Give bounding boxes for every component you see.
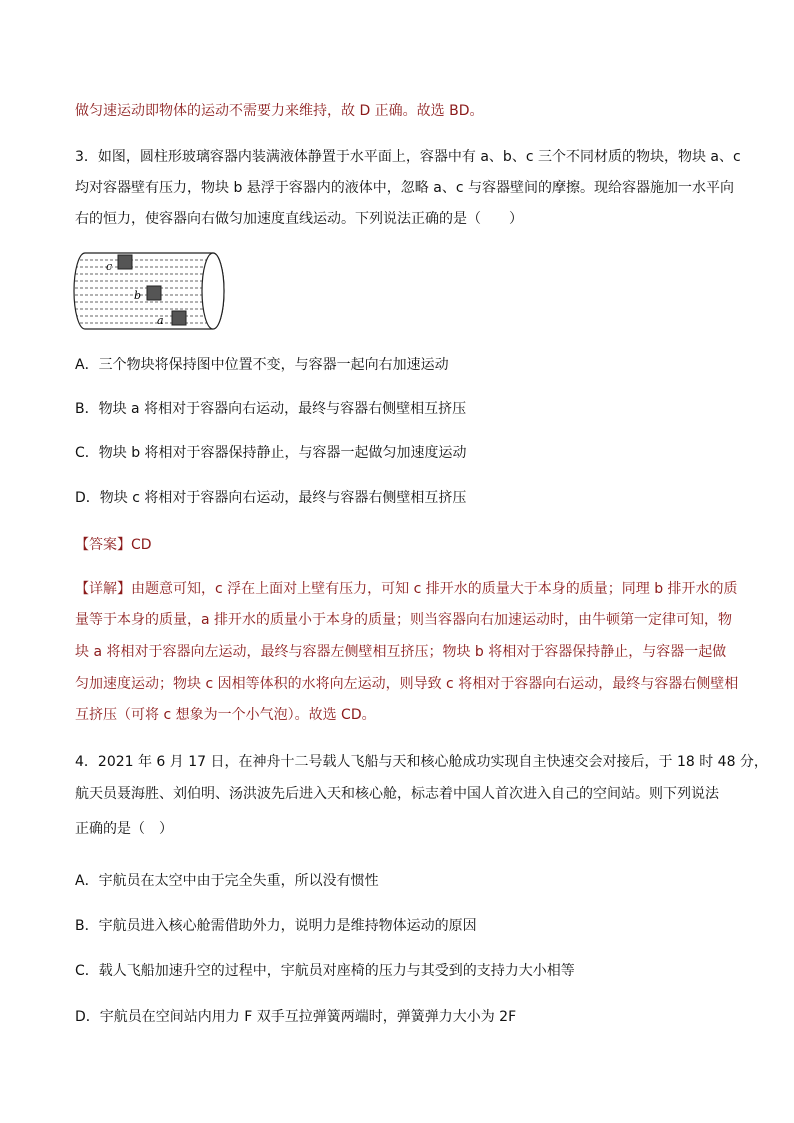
q4-stem-line-1: 4．2021 年 6 月 17 日，在神舟十二号载人飞船与天和核心舱成功实现自主快速交会对接后，于 18 时 48 分， xyxy=(75,754,768,770)
q4-stem-line-2: 航天员聂海胜、刘伯明、汤洪波先后进入天和核心舱，标志着中国人首次进入自己的空间站。则下列说法 xyxy=(75,786,719,802)
q4-option-d: D．宇航员在空间站内用力 F 双手互拉弹簧两端时，弹簧弹力大小为 2F xyxy=(75,1009,517,1025)
q3-detail-line-3: 块 a 将相对于容器向左运动，最终与容器左侧壁相互挤压；物块 b 将相对于容器保持静止，与容器一起做 xyxy=(75,644,727,660)
block-c xyxy=(118,255,132,269)
q3-detail-line-2: 量等于本身的质量，a 排开水的质量小于本身的质量；则当容器向右加速运动时，由牛顿第一定律可知，物 xyxy=(75,612,733,628)
q4-option-c: C．载人飞船加速升空的过程中，宇航员对座椅的压力与其受到的支持力大小相等 xyxy=(75,963,575,979)
block-b xyxy=(147,286,161,300)
label-c: c xyxy=(106,260,113,273)
q3-detail-line-5: 互挤压（可将 c 想象为一个小气泡）。故选 CD。 xyxy=(75,707,376,723)
label-b: b xyxy=(134,289,142,302)
q3-stem-line-2: 均对容器壁有压力，物块 b 悬浮于容器内的液体中，忽略 a、c 与容器壁间的摩擦。现给容器施加一水平向 xyxy=(75,180,734,196)
q3-option-c: C．物块 b 将相对于容器保持静止，与容器一起做匀加速度运动 xyxy=(75,445,467,461)
q4-option-b: B．宇航员进入核心舱需借助外力，说明力是维持物体运动的原因 xyxy=(75,918,477,934)
q3-answer: 【答案】CD xyxy=(75,537,152,553)
q3-option-b: B．物块 a 将相对于容器向右运动，最终与容器右侧壁相互挤压 xyxy=(75,401,467,417)
block-a xyxy=(172,311,186,325)
q3-stem-line-1: 3．如图，圆柱形玻璃容器内装满液体静置于水平面上，容器中有 a、b、c 三个不同材质的物块，物块 a、c xyxy=(75,149,741,165)
container-figure xyxy=(70,250,235,335)
q4-stem-line-3: 正确的是（ ） xyxy=(75,821,173,837)
q3-detail-line-4: 匀加速度运动；物块 c 因相等体积的水将向左运动，则导致 c 将相对于容器向右运动，最终与容器右侧壁相 xyxy=(75,676,739,692)
q3-stem-line-3: 右的恒力，使容器向右做匀加速度直线运动。下列说法正确的是（ ） xyxy=(75,211,523,227)
previous-answer-tail: 做匀速运动即物体的运动不需要力来维持，故 D 正确。故选 BD。 xyxy=(75,103,484,119)
q3-detail-line-1: 【详解】由题意可知，c 浮在上面对上壁有压力，可知 c 排开水的质量大于本身的质量；同理 b 排开水的质 xyxy=(75,581,738,597)
label-a: a xyxy=(157,314,164,327)
q3-option-a: A．三个物块将保持图中位置不变，与容器一起向右加速运动 xyxy=(75,357,449,373)
q4-option-a: A．宇航员在太空中由于完全失重，所以没有惯性 xyxy=(75,873,379,889)
q3-option-d: D．物块 c 将相对于容器向右运动，最终与容器右侧壁相互挤压 xyxy=(75,490,467,506)
